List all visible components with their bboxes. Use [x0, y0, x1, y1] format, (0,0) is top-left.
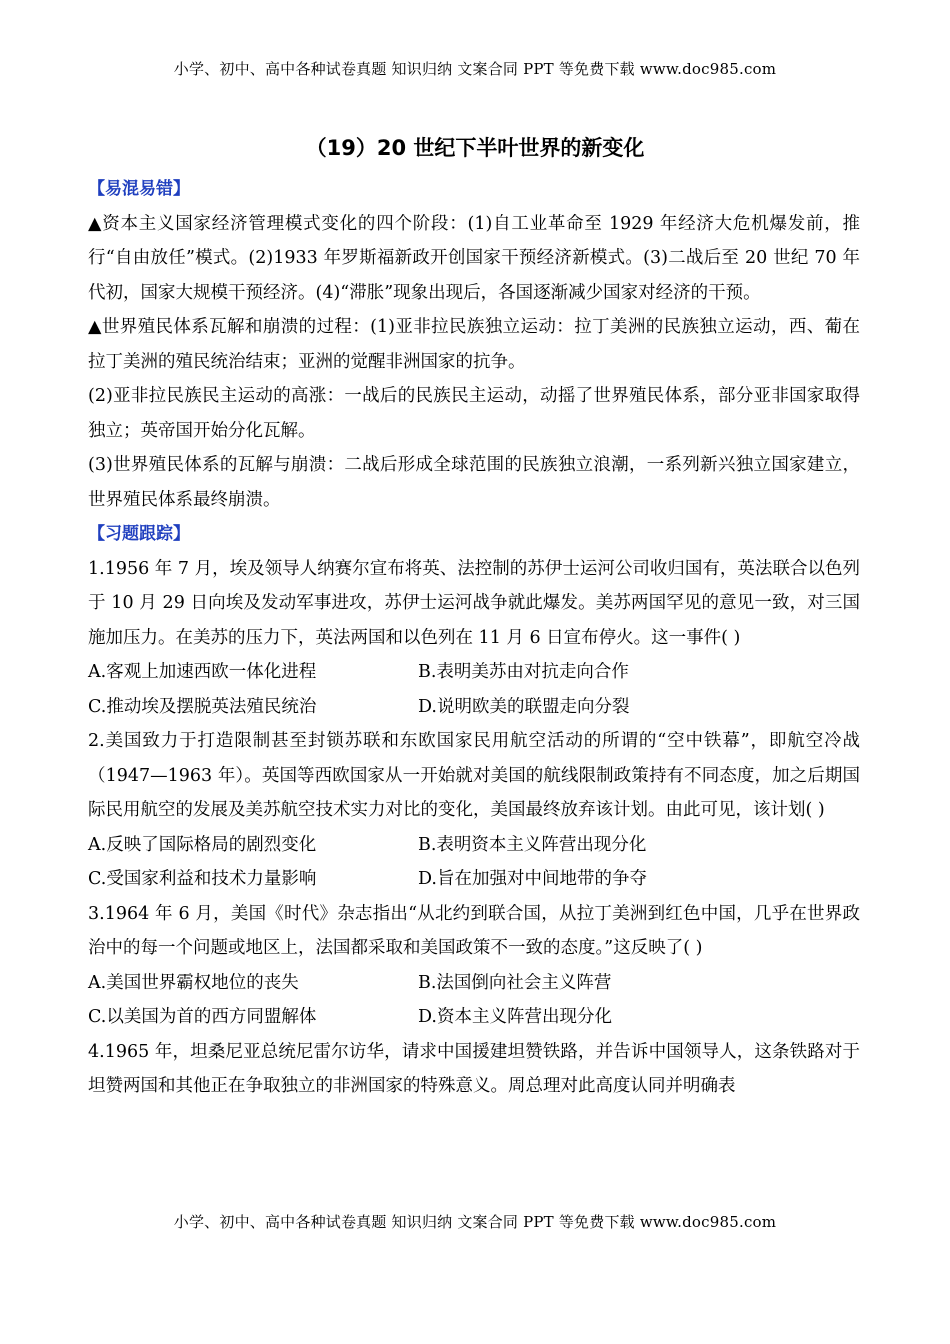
- options-row: [88, 828, 860, 863]
- paragraph: ▲资本主义国家经济管理模式变化的四个阶段：(1)自工业革命至 1929 年经济大危机爆发前，推行“自由放任”模式。(2)1933 年罗斯福新政开创国家干预经济新模式。(3)二战后至 20 世纪 70 年代初，国家大规模干预经济。(4)“滞胀”现象出现后，各国逐渐减少国家对经济的干预。: [88, 213, 860, 303]
- question-stem: 4.1965 年，坦桑尼亚总统尼雷尔访华，请求中国援建坦赞铁路，并告诉中国领导人，这条铁路对于坦赞两国和其他正在争取独立的非洲国家的特殊意义。周总理对此高度认同并明确表: [88, 1041, 860, 1096]
- options-row: [88, 862, 860, 897]
- question-stem: 2.美国致力于打造限制甚至封锁苏联和东欧国家民用航空活动的所谓的“空中铁幕”，即航空冷战（1947—1963 年）。英国等西欧国家从一开始就对美国的航线限制政策持有不同态度，加之后期国际民用航空的发展及美苏航空技术实力对比的变化，美国最终放弃该计划。由此可见，该计划( ): [88, 731, 860, 820]
- option-d: D.资本主义阵营出现分化: [418, 1007, 612, 1027]
- option-b: B.表明美苏由对抗走向合作: [418, 662, 629, 682]
- options-row: [88, 655, 860, 690]
- options-row: [88, 1000, 860, 1035]
- option-d: D.说明欧美的联盟走向分裂: [418, 696, 630, 717]
- question-3: [88, 897, 860, 1035]
- options-row: [88, 690, 860, 725]
- footer-banner: 小学、初中、高中各种试卷真题 知识归纳 文案合同 PPT 等免费下载 www.doc985.com: [173, 1213, 777, 1231]
- option-b: B.表明资本主义阵营出现分化: [418, 834, 647, 855]
- option-c: C.以美国为首的西方同盟解体: [88, 1007, 317, 1027]
- question-1: [88, 552, 860, 725]
- option-a: A.客观上加速西欧一体化进程: [88, 662, 317, 682]
- section-heading-mistakes: 【易混易错】: [88, 179, 190, 199]
- option-d: D.旨在加强对中间地带的争夺: [418, 869, 647, 889]
- paragraph: (3)世界殖民体系的瓦解与崩溃：二战后形成全球范围的民族独立浪潮，一系列新兴独立国家建立，世界殖民体系最终崩溃。: [88, 455, 860, 510]
- question-stem: 1.1956 年 7 月，埃及领导人纳赛尔宣布将英、法控制的苏伊士运河公司收归国有，英法联合以色列于 10 月 29 日向埃及发动军事进攻，苏伊士运河战争就此爆发。美苏两国罕见的意见一致，对三国施加压力。在美苏的压力下，英法两国和以色列在 11 月 6 日宣布停火。这一事件( ): [88, 558, 860, 648]
- option-a: A.美国世界霸权地位的丧失: [88, 972, 299, 993]
- page-title: （19）20 世纪下半叶世界的新变化: [305, 136, 645, 160]
- section-heading-exercises: 【习题跟踪】: [88, 524, 190, 544]
- question-stem: 3.1964 年 6 月，美国《时代》杂志指出“从北约到联合国，从拉丁美洲到红色中国，几乎在世界政治中的每一个问题或地区上，法国都采取和美国政策不一致的态度。”这反映了( ): [88, 903, 860, 958]
- options-row: [88, 966, 860, 1001]
- header-banner: 小学、初中、高中各种试卷真题 知识归纳 文案合同 PPT 等免费下载 www.doc985.com: [173, 60, 777, 78]
- question-2: [88, 724, 860, 897]
- document-body: [88, 172, 860, 1104]
- paragraph: ▲世界殖民体系瓦解和崩溃的过程：(1)亚非拉民族独立运动：拉丁美洲的民族独立运动，西、葡在拉丁美洲的殖民统治结束；亚洲的觉醒非洲国家的抗争。: [88, 317, 860, 372]
- option-c: C.推动埃及摆脱英法殖民统治: [88, 696, 317, 717]
- option-c: C.受国家利益和技术力量影响: [88, 869, 317, 889]
- paragraph: (2)亚非拉民族民主运动的高涨：一战后的民族民主运动，动摇了世界殖民体系，部分亚非国家取得独立；英帝国开始分化瓦解。: [88, 386, 860, 441]
- option-b: B.法国倒向社会主义阵营: [418, 972, 612, 993]
- question-4: [88, 1035, 860, 1104]
- option-a: A.反映了国际格局的剧烈变化: [88, 834, 317, 855]
